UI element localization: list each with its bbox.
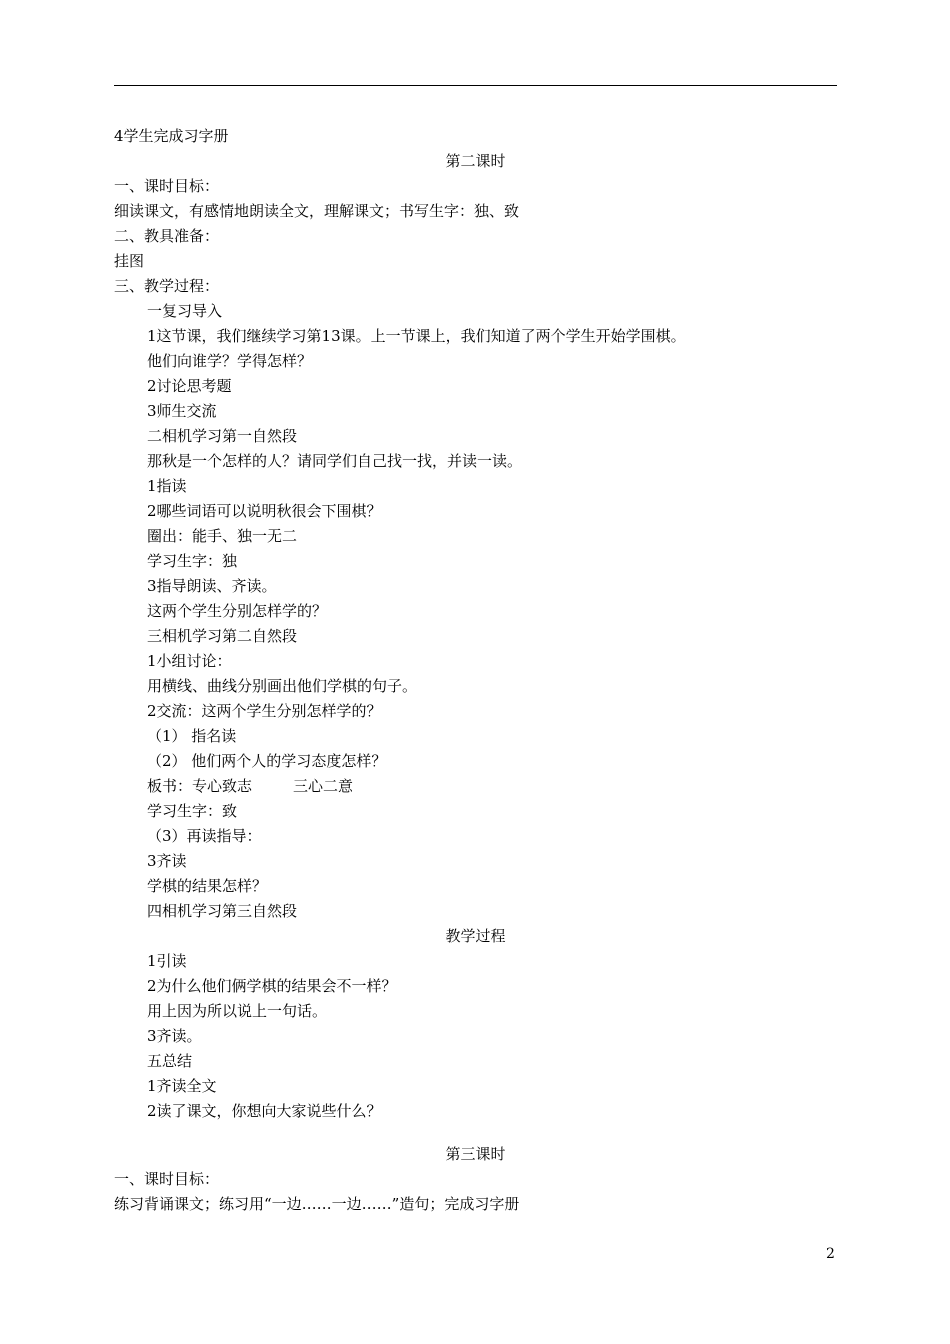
text-line: 1小组讨论： xyxy=(147,652,232,670)
text-line: 细读课文，有感情地朗读全文，理解课文；书写生字：独、致 xyxy=(114,202,520,220)
section-heading: 第三课时 xyxy=(445,1145,506,1163)
text-line: 3师生交流 xyxy=(147,402,217,420)
text-line: 1齐读全文 xyxy=(147,1077,217,1095)
text-line: 2讨论思考题 xyxy=(147,377,232,395)
text-line: 二相机学习第一自然段 xyxy=(147,427,298,445)
text-line: 一、课时目标： xyxy=(114,177,220,195)
text-line: 一、课时目标： xyxy=(114,1170,220,1188)
document-body xyxy=(114,124,837,1217)
text-line: 用横线、曲线分别画出他们学棋的句子。 xyxy=(147,677,418,695)
blackboard-left: 板书：专心致志 xyxy=(147,777,253,795)
header-rule xyxy=(114,85,837,86)
text-line: 1引读 xyxy=(147,952,187,970)
text-line: （3）再读指导： xyxy=(147,827,262,845)
text-line: 2交流：这两个学生分别怎样学的？ xyxy=(147,702,382,720)
text-line: 学棋的结果怎样？ xyxy=(147,877,268,895)
section-heading: 教学过程 xyxy=(445,927,506,945)
text-line: 3指导朗读、齐读。 xyxy=(147,577,277,595)
text-line: （2） 他们两个人的学习态度怎样？ xyxy=(147,752,387,770)
text-line: 2为什么他们俩学棋的结果会不一样？ xyxy=(147,977,397,995)
text-line: 四相机学习第三自然段 xyxy=(147,902,298,920)
text-line: 4学生完成习字册 xyxy=(114,127,229,145)
text-line: 这两个学生分别怎样学的？ xyxy=(147,602,328,620)
section-heading: 第二课时 xyxy=(445,152,506,170)
text-line: 2哪些词语可以说明秋很会下围棋？ xyxy=(147,502,382,520)
text-line: 学习生字：独 xyxy=(147,552,238,570)
text-line: （1） 指名读 xyxy=(147,727,237,745)
text-line: 1这节课，我们继续学习第13课。上一节课上，我们知道了两个学生开始学围棋。 xyxy=(147,327,686,345)
text-line: 一复习导入 xyxy=(147,302,223,320)
page-number: 2 xyxy=(826,1246,835,1262)
text-line: 3齐读。 xyxy=(147,1027,202,1045)
text-line: 三相机学习第二自然段 xyxy=(147,627,298,645)
text-line: 二、教具准备： xyxy=(114,227,220,245)
text-line: 他们向谁学？学得怎样？ xyxy=(147,352,313,370)
text-line: 挂图 xyxy=(114,252,145,270)
text-line: 五总结 xyxy=(147,1052,193,1070)
spacer xyxy=(114,1124,837,1142)
text-line: 三、教学过程： xyxy=(114,277,220,295)
text-line: 圈出：能手、独一无二 xyxy=(147,527,298,545)
text-line: 学习生字：致 xyxy=(147,802,238,820)
text-line: 3齐读 xyxy=(147,852,187,870)
text-line: 练习背诵课文；练习用“一边……一边……”造句；完成习字册 xyxy=(114,1195,520,1213)
text-line: 用上因为所以说上一句话。 xyxy=(147,1002,328,1020)
text-line: 1指读 xyxy=(147,477,187,495)
text-line: 那秋是一个怎样的人？请同学们自己找一找，并读一读。 xyxy=(147,452,523,470)
blackboard-line xyxy=(114,774,837,799)
text-line: 2读了课文，你想向大家说些什么？ xyxy=(147,1102,382,1120)
blackboard-right: 三心二意 xyxy=(293,777,354,795)
